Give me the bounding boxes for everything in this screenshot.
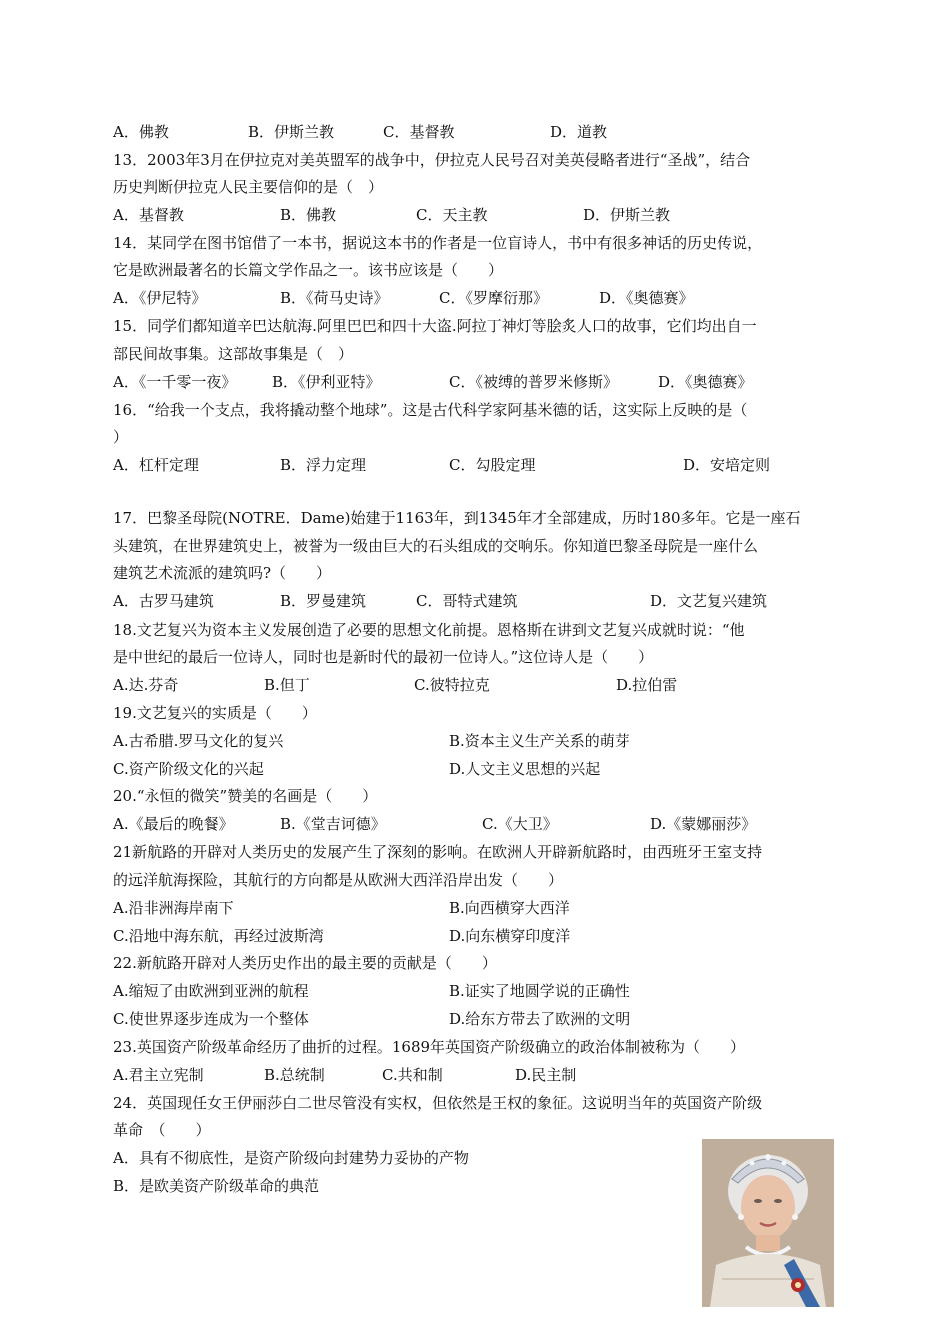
q22-option-a: A.缩短了由欧洲到亚洲的航程: [113, 982, 309, 1000]
q18-option-c: C.彼特拉克: [414, 676, 490, 694]
q20-option-a: A.《最后的晚餐》: [113, 815, 234, 833]
q19-option-d: D.人文主义思想的兴起: [449, 760, 601, 778]
q14-option-d: D．《奥德赛》: [599, 289, 694, 307]
q19-option-c: C.资产阶级文化的兴起: [113, 760, 264, 778]
q15-stem-line-2: 部民间故事集。这部故事集是（ ）: [113, 345, 354, 363]
q17-stem-line-2: 头建筑，在世界建筑史上，被誉为一级由巨大的石头组成的交响乐。你知道巴黎圣母院是一座什么: [113, 537, 759, 555]
q16-option-a: A．杠杆定理: [113, 456, 199, 474]
q23-stem: 23.英国资产阶级革命经历了曲折的过程。1689年英国资产阶级确立的政治体制被称为（ ）: [113, 1038, 746, 1056]
q18-option-a: A.达.芬奇: [113, 676, 179, 694]
q18-option-b: B.但丁: [264, 676, 310, 694]
q23-option-a: A.君主立宪制: [113, 1066, 204, 1084]
q24-stem-line-1: 24．英国现任女王伊丽莎白二世尽管没有实权，但依然是王权的象征。这说明当年的英国资产阶级: [113, 1094, 763, 1112]
portrait-illustration: [702, 1139, 834, 1307]
q16-stem-line-1: 16．“给我一个支点，我将撬动整个地球”。这是古代科学家阿基米德的话，这实际上反映的是（: [113, 401, 748, 419]
q24-option-a: A．具有不彻底性，是资产阶级向封建势力妥协的产物: [113, 1149, 469, 1167]
q15-stem-line-1: 15．同学们都知道辛巴达航海.阿里巴巴和四十大盗.阿拉丁神灯等脍炙人口的故事，它们均出自一: [113, 317, 757, 335]
q21-option-a: A.沿非洲海岸南下: [113, 899, 234, 917]
q13-option-d: D．伊斯兰教: [583, 206, 671, 224]
q22-option-b: B.证实了地圆学说的正确性: [449, 982, 630, 1000]
q23-option-b: B.总统制: [264, 1066, 325, 1084]
q21-option-b: B.向西横穿大西洋: [449, 899, 570, 917]
q12-option-b: B．伊斯兰教: [248, 123, 335, 141]
q15-option-d: D．《奥德赛》: [658, 373, 753, 391]
q16-option-b: B．浮力定理: [280, 456, 367, 474]
q16-option-c: C．勾股定理: [449, 456, 536, 474]
q21-stem-line-1: 21新航路的开辟对人类历史的发展产生了深刻的影响。在欧洲人开辟新航路时，由西班牙王室支持: [113, 843, 763, 861]
q17-option-a: A．古罗马建筑: [113, 592, 214, 610]
q23-option-c: C.共和制: [382, 1066, 443, 1084]
q14-stem-line-1: 14．某同学在图书馆借了一本书，据说这本书的作者是一位盲诗人，书中有很多神话的历史传说，: [113, 234, 763, 252]
q17-stem-line-3: 建筑艺术流派的建筑吗?（ ）: [113, 564, 332, 582]
q13-stem-line-2: 历史判断伊拉克人民主要信仰的是（ ）: [113, 178, 384, 196]
q22-stem: 22.新航路开辟对人类历史作出的最主要的贡献是（ ）: [113, 954, 497, 972]
q17-option-d: D．文艺复兴建筑: [650, 592, 768, 610]
q23-option-d: D.民主制: [515, 1066, 577, 1084]
q22-option-d: D.给东方带去了欧洲的文明: [449, 1010, 631, 1028]
q12-option-d: D．道教: [550, 123, 608, 141]
q14-option-c: C．《罗摩衍那》: [439, 289, 548, 307]
q16-stem-line-2: ）: [113, 428, 129, 446]
q21-option-c: C.沿地中海东航，再经过波斯湾: [113, 927, 324, 945]
q21-stem-line-2: 的远洋航海探险，其航行的方向都是从欧洲大西洋沿岸出发（ ）: [113, 871, 564, 889]
q18-option-d: D.拉伯雷: [616, 676, 678, 694]
q15-option-b: B．《伊利亚特》: [272, 373, 381, 391]
q18-stem-line-1: 18.文艺复兴为资本主义发展创造了必要的思想文化前提。恩格斯在讲到文艺复兴成就时说：“他: [113, 621, 745, 639]
q14-option-a: A．《伊尼特》: [113, 289, 207, 307]
q13-option-b: B．佛教: [280, 206, 337, 224]
q19-option-b: B.资本主义生产关系的萌芽: [449, 732, 630, 750]
q14-stem-line-2: 它是欧洲最著名的长篇文学作品之一。该书应该是（ ）: [113, 261, 504, 279]
q17-option-b: B．罗曼建筑: [280, 592, 367, 610]
q20-option-d: D.《蒙娜丽莎》: [650, 815, 757, 833]
q15-option-a: A．《一千零一夜》: [113, 373, 237, 391]
q20-option-b: B.《堂吉诃德》: [280, 815, 386, 833]
q13-stem-line-1: 13．2003年3月在伊拉克对美英盟军的战争中，伊拉克人民号召对美英侵略者进行“圣战”，结合: [113, 151, 751, 169]
q13-option-c: C．天主教: [416, 206, 488, 224]
q24-stem-line-2: 革命 （ ）: [113, 1121, 211, 1139]
q12-option-c: C．基督教: [383, 123, 455, 141]
q15-option-c: C．《被缚的普罗米修斯》: [449, 373, 618, 391]
q12-option-a: A．佛教: [113, 123, 169, 141]
q18-stem-line-2: 是中世纪的最后一位诗人，同时也是新时代的最初一位诗人。”这位诗人是（ ）: [113, 648, 654, 666]
q17-option-c: C．哥特式建筑: [416, 592, 518, 610]
q19-stem: 19.文艺复兴的实质是（ ）: [113, 704, 317, 722]
q20-stem: 20.“永恒的微笑”赞美的名画是（ ）: [113, 787, 378, 805]
q17-stem-line-1: 17．巴黎圣母院(NOTRE．Dame)始建于1163年，到1345年才全部建成，历时180多年。它是一座石: [113, 509, 801, 527]
q20-option-c: C.《大卫》: [482, 815, 558, 833]
q13-option-a: A．基督教: [113, 206, 184, 224]
q21-option-d: D.向东横穿印度洋: [449, 927, 571, 945]
q14-option-b: B．《荷马史诗》: [280, 289, 389, 307]
queen-portrait-photo: [702, 1139, 834, 1307]
q16-option-d: D．安培定则: [683, 456, 771, 474]
q19-option-a: A.古希腊.罗马文化的复兴: [113, 732, 284, 750]
q22-option-c: C.使世界逐步连成为一个整体: [113, 1010, 309, 1028]
q24-option-b: B．是欧美资产阶级革命的典范: [113, 1177, 320, 1195]
